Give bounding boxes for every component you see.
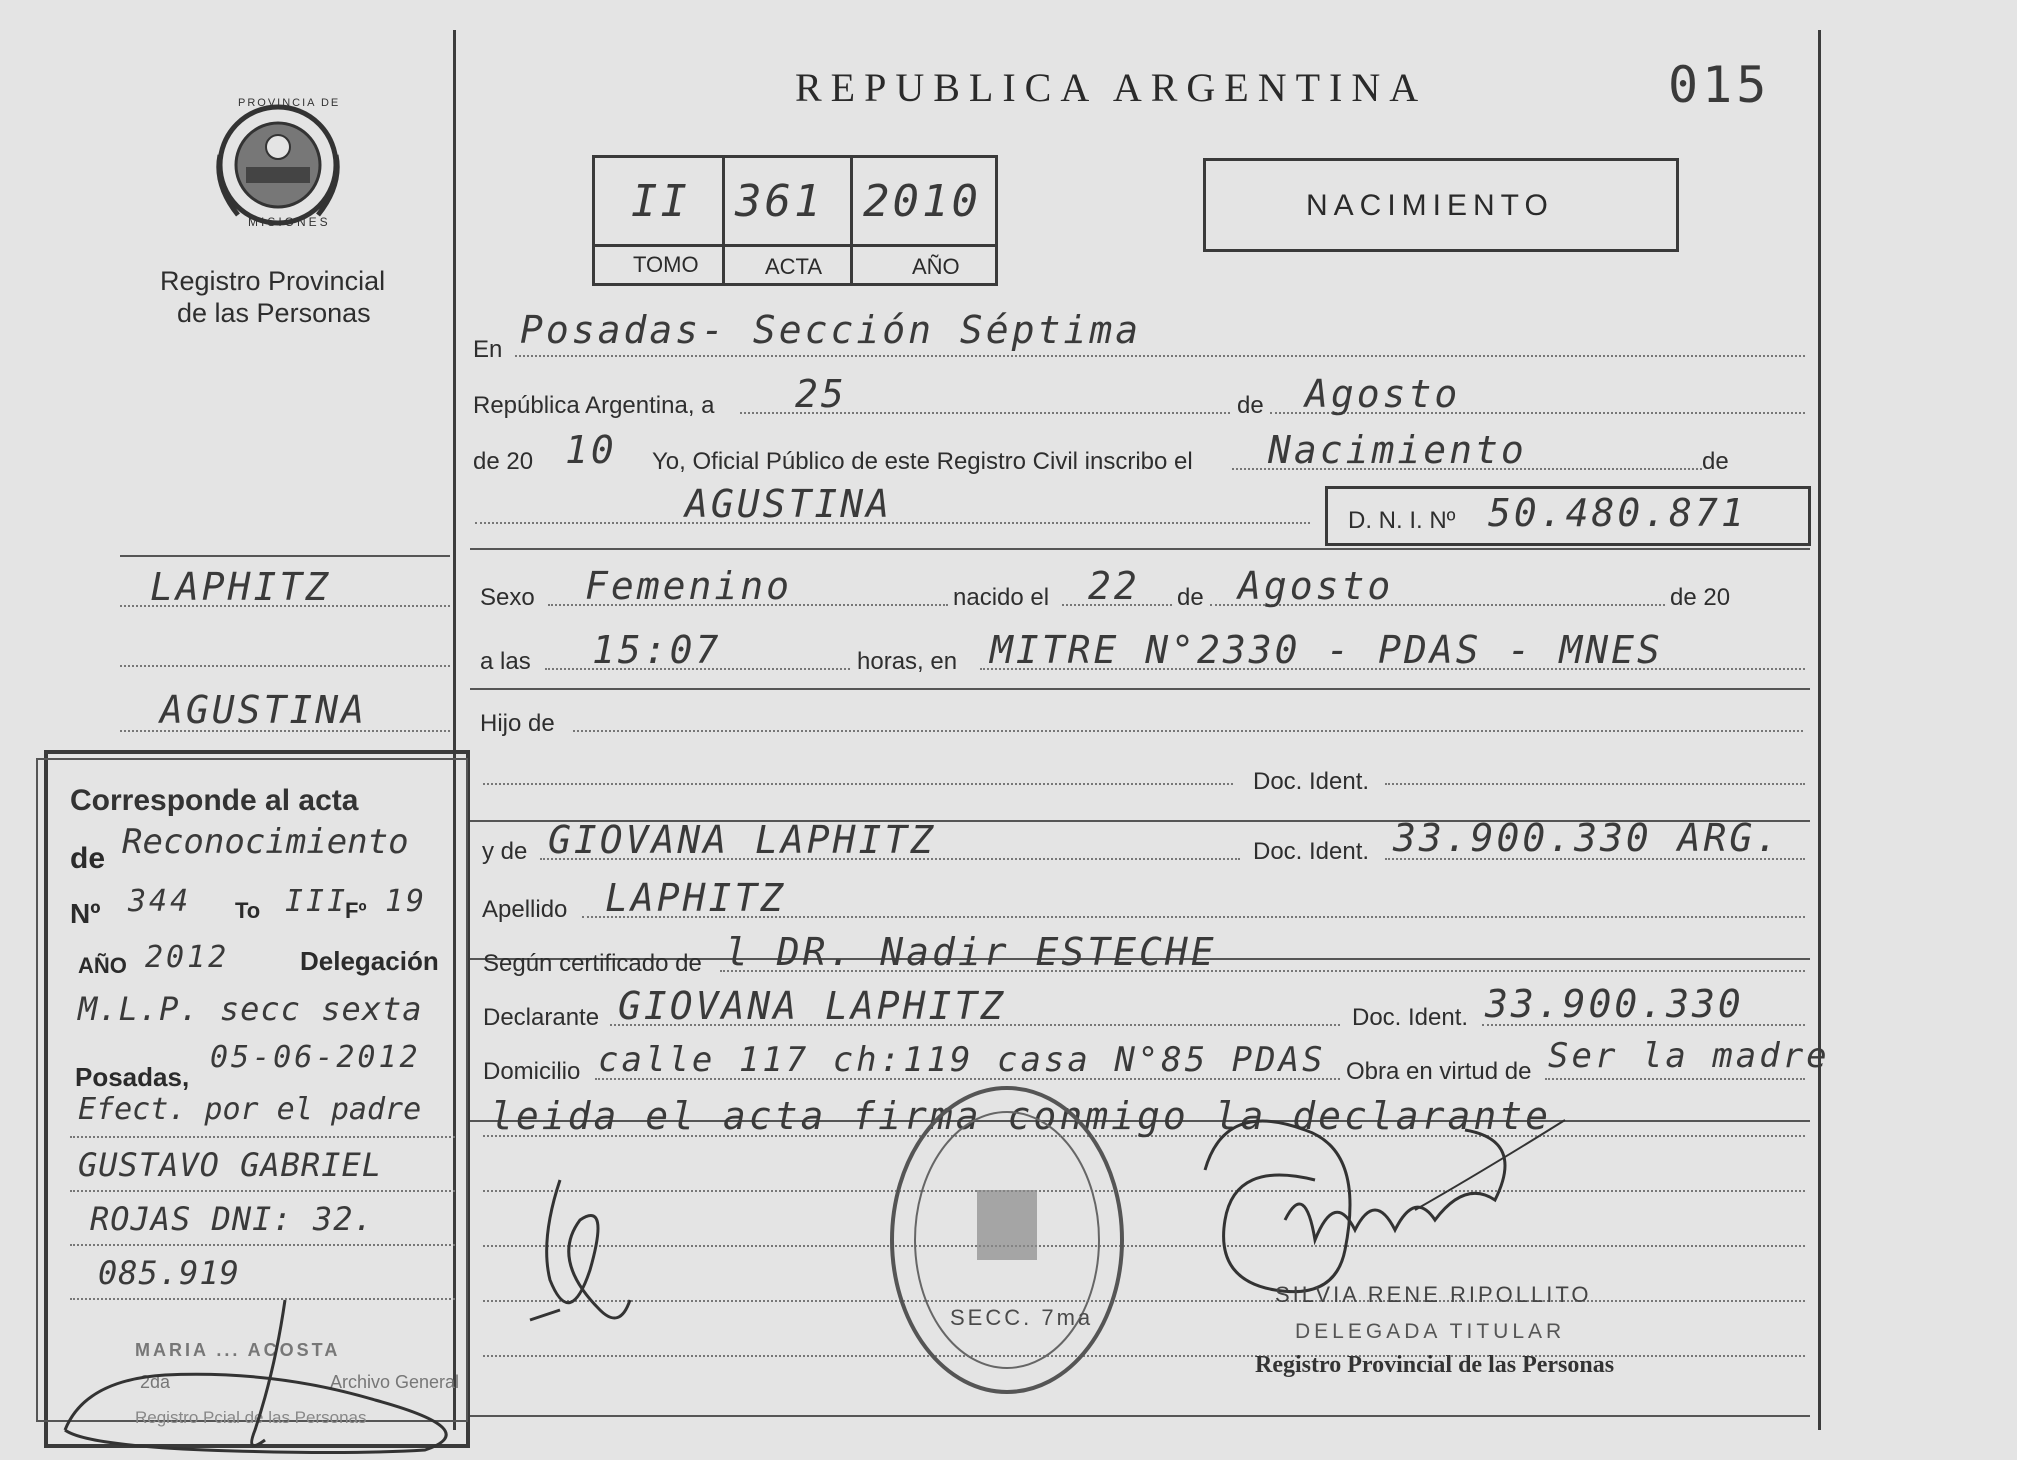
note-father-dni-cont: 085.919	[98, 1254, 240, 1292]
de-label-3: de	[1177, 584, 1204, 611]
doc-ident-label-2: Doc. Ident.	[1253, 838, 1370, 865]
declarant-document: 33.900.330	[1485, 982, 1744, 1026]
note-fo-value: 19	[385, 884, 428, 919]
place-of-registration: Posadas- Sección Séptima	[520, 308, 1142, 352]
hijo-label: Hijo de	[480, 710, 555, 737]
stamp-section-text: SECC. 7ma	[950, 1305, 1094, 1330]
note-n-label: Nº	[70, 898, 101, 929]
country-title: REPUBLICA ARGENTINA	[795, 65, 1428, 110]
note-father-name: GUSTAVO GABRIEL	[78, 1146, 382, 1184]
sex-value: Femenino	[585, 564, 793, 608]
acta-label: ACTA	[765, 254, 823, 279]
birth-place: MITRE N°2330 - PDAS - MNES	[990, 628, 1663, 672]
sexo-label: Sexo	[480, 584, 535, 611]
note-posadas-label: Posadas,	[75, 1062, 190, 1092]
horas-label: horas, en	[857, 648, 958, 675]
margin-surname: LAPHITZ	[150, 565, 332, 609]
inscribo-value: Nacimiento	[1268, 428, 1527, 472]
note-stamp-line2b: Archivo General	[330, 1372, 460, 1392]
birth-time: 15:07	[592, 628, 722, 672]
registration-year: 10	[565, 428, 617, 472]
mother-document: 33.900.330 ARG.	[1393, 816, 1782, 860]
anio-value: 2010	[863, 176, 981, 227]
tomo-value: II	[631, 176, 690, 227]
acta-value: 361	[735, 176, 824, 227]
dni-value: 50.480.871	[1488, 491, 1747, 535]
mother-name: GIOVANA LAPHITZ	[548, 818, 937, 862]
margin-signature	[45, 1290, 485, 1455]
dni-label: D. N. I. Nº	[1348, 507, 1456, 534]
doc-ident-label: Doc. Ident.	[1253, 768, 1370, 795]
reading-note: leida el acta firma conmigo la declarante	[490, 1094, 1551, 1138]
right-page-border	[1818, 30, 1821, 1430]
obra-label: Obra en virtud de	[1346, 1058, 1532, 1085]
oficial-text: Yo, Oficial Público de este Registro Civil inscribo el	[652, 448, 1193, 475]
margin-given-name: AGUSTINA	[160, 688, 368, 732]
note-efect: Efect. por el padre	[78, 1092, 422, 1127]
note-anio-value: 2012	[145, 940, 230, 975]
official-signature	[1165, 1090, 1625, 1310]
alas-label: a las	[480, 648, 531, 675]
official-registry: Registro Provincial de las Personas	[1255, 1352, 1615, 1378]
surname-value: LAPHITZ	[605, 876, 787, 920]
birth-day: 22	[1088, 564, 1140, 608]
page-number: 015	[1668, 56, 1771, 114]
declarante-label: Declarante	[483, 1004, 600, 1031]
act-type-label: NACIMIENTO	[1306, 189, 1554, 222]
segun-label: Según certificado de	[483, 950, 702, 977]
registry-name-line1: Registro Provincial	[160, 266, 386, 296]
child-name: AGUSTINA	[685, 482, 893, 526]
de20-label: de 20	[473, 448, 534, 475]
nacido-label: nacido el	[953, 584, 1050, 611]
note-stamp-name: MARIA ... ACOSTA	[135, 1340, 341, 1360]
note-stamp-line3: Registro Pcial de las Personas	[135, 1408, 367, 1427]
anio-label: AÑO	[912, 254, 960, 279]
doc-ident-label-3: Doc. Ident.	[1352, 1004, 1469, 1031]
registration-day: 25	[795, 372, 847, 416]
note-de-label: de	[70, 842, 106, 875]
act-type-box	[1203, 158, 1679, 252]
note-stamp-line2a: 2da	[140, 1372, 171, 1392]
obra-value: Ser la madre	[1548, 1036, 1830, 1076]
en-label: En	[473, 336, 503, 363]
note-act-type: Reconocimiento	[122, 822, 409, 862]
certificate-doctor: l DR. Nadir ESTECHE	[725, 930, 1217, 974]
note-posadas-date: 05-06-2012	[210, 1040, 421, 1075]
official-round-stamp	[885, 1080, 1130, 1400]
note-delegacion-value: M.L.P. secc sexta	[78, 990, 423, 1028]
address-value: calle 117 ch:119 casa N°85 PDAS	[598, 1040, 1326, 1080]
yde-label: y de	[482, 838, 528, 865]
de-label-2: de	[1702, 448, 1729, 475]
dni-box	[1325, 486, 1811, 546]
note-to-label: To	[235, 898, 261, 923]
declarant-signature	[520, 1160, 640, 1360]
domicilio-label: Domicilio	[483, 1058, 581, 1085]
seal-top-text: PROVINCIA DE	[238, 97, 341, 109]
note-father-dni: ROJAS DNI: 32.	[90, 1200, 374, 1238]
de20-label-2: de 20	[1670, 584, 1731, 611]
registration-month: Agosto	[1305, 372, 1461, 416]
note-n-value: 344	[128, 884, 192, 919]
official-title: DELEGADA TITULAR	[1295, 1320, 1566, 1343]
seal-bottom-text: MISIONES	[248, 215, 331, 229]
note-to-value: III	[285, 884, 349, 919]
corresponde-label: Corresponde al acta	[70, 784, 359, 817]
tomo-label: TOMO	[633, 252, 699, 277]
provincial-seal	[208, 95, 348, 235]
birth-month: Agosto	[1238, 564, 1394, 608]
declarant-name: GIOVANA LAPHITZ	[618, 984, 1007, 1028]
record-number-box	[592, 155, 998, 286]
registry-name-line2: de las Personas	[177, 298, 371, 328]
republica-label: República Argentina, a	[473, 392, 715, 419]
note-delegacion-label: Delegación	[300, 946, 439, 976]
de-label: de	[1237, 392, 1264, 419]
note-fo-label: Fº	[345, 898, 367, 923]
note-anio-label: AÑO	[78, 953, 127, 978]
apellido-label: Apellido	[482, 896, 568, 923]
official-name: SILVIA RENE RIPOLLITO	[1275, 1282, 1592, 1307]
